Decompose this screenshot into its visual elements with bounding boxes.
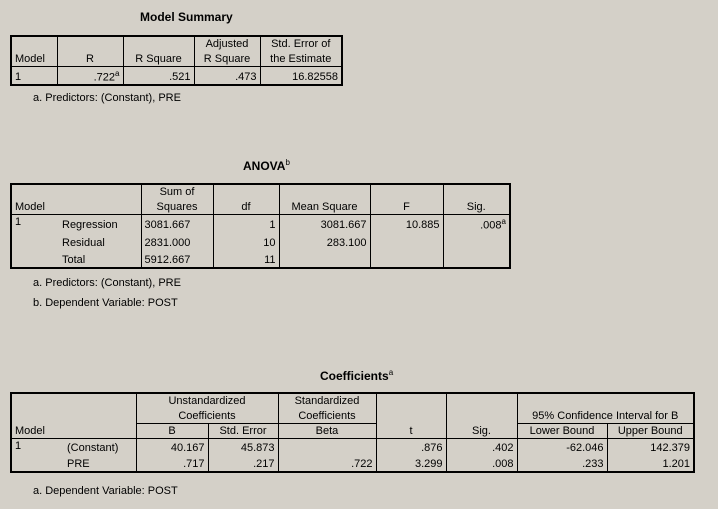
- anova-sig: [443, 232, 510, 250]
- coef-row-label: (Constant): [64, 438, 136, 455]
- anova-f: 10.885: [370, 214, 443, 232]
- anova-header-ms: Mean Square: [279, 184, 370, 214]
- anova-header-sig: Sig.: [443, 184, 510, 214]
- coefficients-title: Coefficients$^a$: [320, 368, 394, 383]
- anova-header-f: F: [370, 184, 443, 214]
- coef-header-ci: 95% Confidence Interval for B: [517, 393, 694, 423]
- anova-footnote-b: b. Dependent Variable: POST: [33, 297, 178, 309]
- ms-header-r: R: [57, 36, 123, 66]
- ms-header-model: Model: [11, 36, 57, 66]
- coef-sig: .008: [446, 455, 517, 472]
- anova-table: [10, 183, 511, 269]
- coef-t: .876: [376, 438, 446, 455]
- anova-sig: .008$^a$: [443, 214, 510, 232]
- coef-model: 1: [11, 438, 64, 472]
- coef-se: 45.873: [208, 438, 278, 455]
- coef-beta: [278, 438, 376, 455]
- coef-header-unstd-line1: Unstandardized: [136, 393, 278, 408]
- anova-header-df: df: [213, 184, 279, 214]
- coef-b: 40.167: [136, 438, 208, 455]
- ms-header-r-square: R Square: [123, 36, 194, 66]
- coef-header-lower: Lower Bound: [517, 423, 607, 438]
- ms-footnote: a. Predictors: (Constant), PRE: [33, 92, 181, 104]
- coef-header-t: t: [376, 393, 446, 438]
- ms-header-se-line2: the Estimate: [260, 51, 342, 66]
- model-summary-table: [10, 35, 343, 86]
- anova-f: [370, 250, 443, 268]
- coef-header-beta: Beta: [278, 423, 376, 438]
- anova-ss: 2831.000: [141, 232, 213, 250]
- ms-r-square: .521: [123, 66, 194, 85]
- ms-se: 16.82558: [260, 66, 342, 85]
- ms-adj-r-square: .473: [194, 66, 260, 85]
- ms-r: .722$^a$: [57, 66, 123, 85]
- model-summary-title: Model Summary: [140, 10, 233, 24]
- coef-se: .217: [208, 455, 278, 472]
- anova-model: 1: [11, 214, 59, 268]
- anova-df: 1: [213, 214, 279, 232]
- coef-header-unstd-line2: Coefficients: [136, 408, 278, 423]
- anova-title: ANOVA$^b$: [243, 158, 290, 173]
- anova-row-label: Regression: [59, 214, 141, 232]
- coefficients-table: [10, 392, 695, 473]
- coef-header-upper: Upper Bound: [607, 423, 694, 438]
- coef-sig: .402: [446, 438, 517, 455]
- anova-ss: 3081.667: [141, 214, 213, 232]
- anova-footnote-a: a. Predictors: (Constant), PRE: [33, 277, 181, 289]
- coef-header-model: Model: [11, 393, 136, 438]
- coef-header-std-line1: Standardized: [278, 393, 376, 408]
- ms-header-adj-r-square-line2: R Square: [194, 51, 260, 66]
- ms-model: 1: [11, 66, 57, 85]
- coef-lower: .233: [517, 455, 607, 472]
- table-row: [11, 438, 694, 455]
- anova-header-model: Model: [11, 184, 141, 214]
- table-row: [11, 232, 510, 250]
- coef-t: 3.299: [376, 455, 446, 472]
- coef-header-std-line2: Coefficients: [278, 408, 376, 423]
- coef-upper: 1.201: [607, 455, 694, 472]
- coef-row-label: PRE: [64, 455, 136, 472]
- anova-row-label: Total: [59, 250, 141, 268]
- anova-header-ss-line1: Sum of: [141, 184, 213, 199]
- anova-f: [370, 232, 443, 250]
- anova-row-label: Residual: [59, 232, 141, 250]
- coef-header-b: B: [136, 423, 208, 438]
- anova-ms: 283.100: [279, 232, 370, 250]
- table-row: [11, 66, 342, 85]
- table-row: [11, 455, 694, 472]
- coef-beta: .722: [278, 455, 376, 472]
- anova-ms: 3081.667: [279, 214, 370, 232]
- coef-header-se: Std. Error: [208, 423, 278, 438]
- anova-ms: [279, 250, 370, 268]
- ms-header-se-line1: Std. Error of: [260, 36, 342, 51]
- coef-lower: -62.046: [517, 438, 607, 455]
- table-row: [11, 250, 510, 268]
- anova-sig: [443, 250, 510, 268]
- anova-ss: 5912.667: [141, 250, 213, 268]
- table-row: [11, 214, 510, 232]
- ms-header-adj-r-square-line1: Adjusted: [194, 36, 260, 51]
- coef-upper: 142.379: [607, 438, 694, 455]
- anova-df: 10: [213, 232, 279, 250]
- coef-header-sig: Sig.: [446, 393, 517, 438]
- anova-header-ss-line2: Squares: [141, 199, 213, 214]
- anova-df: 11: [213, 250, 279, 268]
- coef-footnote: a. Dependent Variable: POST: [33, 485, 178, 497]
- coef-b: .717: [136, 455, 208, 472]
